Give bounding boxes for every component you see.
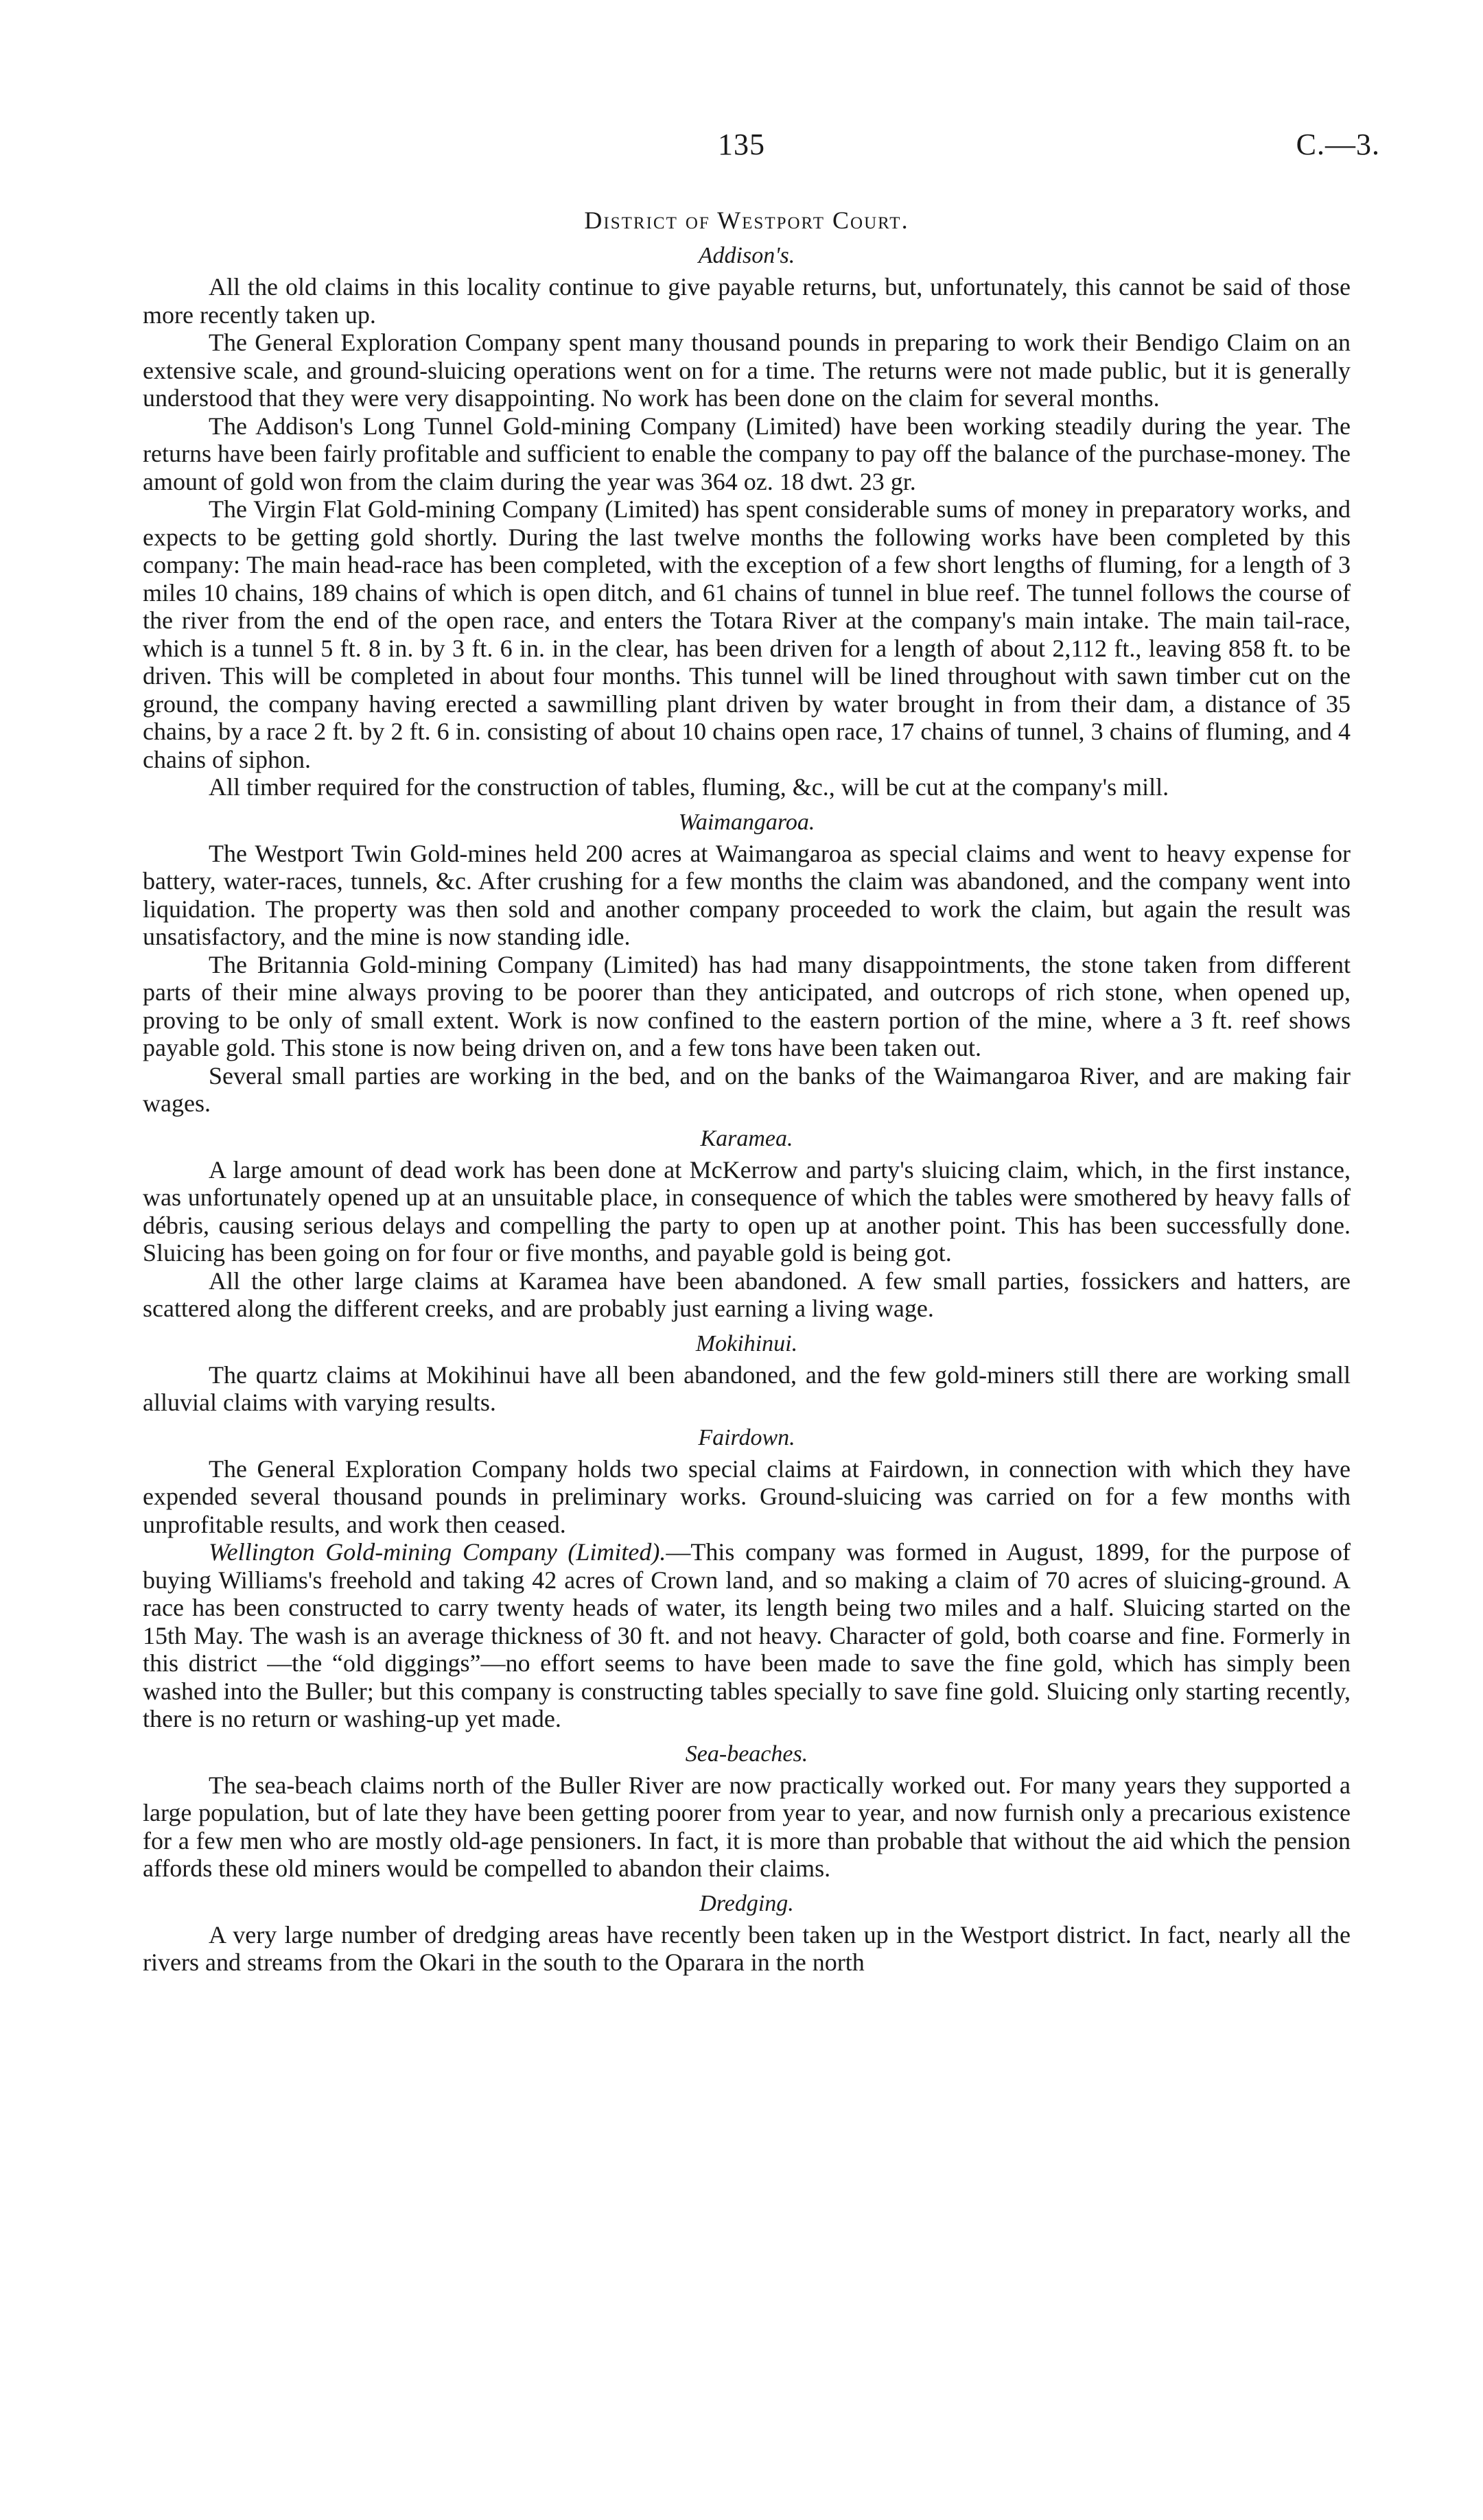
section-heading-sea-beaches: Sea-beaches.: [685, 1741, 808, 1767]
section-heading-fairdown: Fairdown.: [698, 1424, 795, 1450]
section-heading-karamea: Karamea.: [700, 1125, 793, 1151]
subsection-lead: Wellington Gold-mining Company (Limited).: [209, 1538, 666, 1566]
paragraph: The Addison's Long Tunnel Gold-mining Company (Limited) have been working steadily during the year. The returns have been fairly profitable and sufficient to enable the company to pay off the balance of the purchase-money. The amount of gold won from the claim during the year was 364 oz. 18 dwt. 23 gr.: [143, 412, 1351, 495]
paragraph: The Virgin Flat Gold-mining Company (Limited) has spent considerable sums of money in preparatory works, and expects to be getting gold shortly. During the last twelve months the following works have been completed by this company: The main head-race has been completed, with the exception of a few short lengths of fluming, for a length of 3 miles 10 chains, 189 chains of which is open ditch, and 61 chains of tunnel in blue reef. The tunnel follows the course of the river from the end of the open race, and enters the Totara River at the company's main intake. The main tail-race, which is a tunnel 5 ft. 8 in. by 3 ft. 6 in. in the clear, has been driven for a length of about 2,112 ft., leaving 858 ft. to be driven. This will be completed in about four months. This tunnel will be lined throughout with sawn timber cut on the ground, the company having erected a sawmilling plant driven by water brought in from their dam, a distance of 35 chains, by a race 2 ft. by 2 ft. 6 in. consisting of about 10 chains open race, 17 chains of tunnel, 3 chains of fluming, and 4 chains of siphon.: [143, 495, 1351, 773]
paragraph: The Britannia Gold-mining Company (Limited) has had many disappointments, the stone taken from different parts of their mine always proving to be poorer than they anticipated, and outcrops of rich stone, when opened up, proving to be only of small extent. Work is now confined to the eastern portion of the mine, where a 3 ft. reef shows payable gold. This stone is now being driven on, and a few tons have been taken out.: [143, 950, 1351, 1061]
paragraph: The sea-beach claims north of the Buller River are now practically worked out. For many years they supported a large population, but of late they have been getting poorer from year to year, and now furnish only a precarious existence for a few men who are mostly old-age pensioners. In fact, it is more than probable that without the aid which the pension affords these old miners would be compelled to abandon their claims.: [143, 1771, 1351, 1882]
paragraph: All the other large claims at Karamea have been abandoned. A few small parties, fossickers and hatters, are scattered along the different creeks, and are probably just earning a living wage.: [143, 1267, 1351, 1322]
paragraph: A very large number of dredging areas have recently been taken up in the Westport district. In fact, nearly all the rivers and streams from the Okari in the south to the Oparara in the north: [143, 1920, 1351, 1976]
page-number: 135: [718, 128, 765, 161]
paragraph: A large amount of dead work has been done at McKerrow and party's sluicing claim, which, in the first instance, was unfortunately opened up at an unsuitable place, in consequence of which the tables were smothered by heavy falls of débris, causing serious delays and compelling the party to open up at another point. This has been successfully done. Sluicing has been going on for four or five months, and payable gold is being got.: [143, 1155, 1351, 1267]
paragraph: The Westport Twin Gold-mines held 200 acres at Waimangaroa as special claims and went to heavy expense for battery, water-races, tunnels, &c. After crushing for a few months the claim was abandoned, and the company went into liquidation. The property was then sold and another company proceeded to work the claim, but again the result was unsatisfactory, and the mine is now standing idle.: [143, 839, 1351, 950]
paragraph: All the old claims in this locality continue to give payable returns, but, unfortunately, this cannot be said of those more recently taken up.: [143, 273, 1351, 329]
district-title: District of Westport Court.: [584, 207, 909, 234]
paragraph-wellington-company: [143, 1538, 1351, 1733]
section-heading-dredging: Dredging.: [699, 1890, 794, 1916]
page-body: [143, 206, 1351, 1977]
document-reference: C.—3.: [1296, 128, 1380, 161]
paragraph: The General Exploration Company spent many thousand pounds in preparing to work their Bendigo Claim on an extensive scale, and ground-sluicing operations went on for a time. The returns were not made public, but it is generally understood that they were very disappointing. No work has been done on the claim for several months.: [143, 329, 1351, 412]
paragraph: All timber required for the construction of tables, fluming, &c., will be cut at the company's mill.: [209, 773, 1169, 801]
section-heading-addisons: Addison's.: [698, 243, 795, 268]
paragraph: Several small parties are working in the bed, and on the banks of the Waimangaroa River, and are making fair wages.: [143, 1061, 1351, 1117]
section-heading-mokihinui: Mokihinui.: [695, 1330, 798, 1356]
subsection-text: —This company was formed in August, 1899, for the purpose of buying Williams's freehold and taking 42 acres of Crown land, and so making a claim of 70 acres of sluicing-ground. A race has been constructed to carry twenty heads of water, its length being two miles and a half. Sluicing started on the 15th May. The wash is an average thickness of 30 ft. and not heavy. Character of gold, both coarse and fine. Formerly in this district —the “old diggings”—no effort seems to have been made to save the fine gold, which has simply been washed into the Buller; but this company is constructing tables specially to save fine gold. Sluicing only starting recently, there is no return or washing-up yet made.: [143, 1538, 1351, 1732]
paragraph: The General Exploration Company holds two special claims at Fairdown, in connection with which they have expended several thousand pounds in preliminary works. Ground-sluicing was carried on for a few months with unprofitable results, and work then ceased.: [143, 1455, 1351, 1538]
section-heading-waimangaroa: Waimangaroa.: [678, 809, 815, 835]
paragraph: The quartz claims at Mokihinui have all been abandoned, and the few gold-miners still there are working small alluvial claims with varying results.: [143, 1361, 1351, 1416]
